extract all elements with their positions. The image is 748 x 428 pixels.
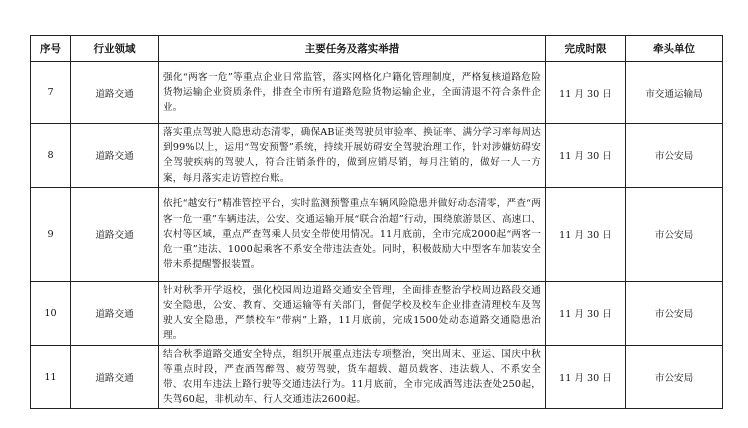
row-field: 道路交通 [71, 124, 159, 188]
row-lead: 市交通运输局 [626, 62, 723, 124]
row-lead: 市公安局 [626, 345, 723, 409]
header-tasks: 主要任务及落实举措 [159, 36, 546, 62]
header-lead: 牵头单位 [626, 36, 723, 62]
row-no: 9 [31, 187, 71, 281]
row-lead: 市公安局 [626, 124, 723, 188]
table-row [31, 187, 723, 281]
row-field: 道路交通 [71, 281, 159, 345]
row-deadline: 11 月 30 日 [546, 124, 626, 188]
row-deadline: 11 月 30 日 [546, 62, 626, 124]
row-tasks: 针对秋季开学返校，强化校园周边道路交通安全管理，全面排查整治学校周边路段交通安全隐患，公安、教育、交通运输等有关部门，督促学校及校车企业排查清理校车及驾驶人安全隐患，严禁校车“带病”上路，11月底前，完成1500处动态道路交通隐患治理。 [159, 281, 546, 345]
task-table [30, 35, 723, 409]
table-row [31, 345, 723, 409]
row-field: 道路交通 [71, 62, 159, 124]
row-lead: 市公安局 [626, 281, 723, 345]
row-deadline: 11 月 30 日 [546, 345, 626, 409]
row-no: 10 [31, 281, 71, 345]
row-field: 道路交通 [71, 345, 159, 409]
table-row [31, 124, 723, 188]
row-field: 道路交通 [71, 187, 159, 281]
header-deadline: 完成时限 [546, 36, 626, 62]
row-no: 8 [31, 124, 71, 188]
row-no: 7 [31, 62, 71, 124]
row-deadline: 11 月 30 日 [546, 281, 626, 345]
row-tasks: 落实重点驾驶人隐患动态清零，确保AB证类驾驶员审验率、换证率、满分学习率每周达到99%以上，运用“驾安预警”系统，持续开展妨碍安全驾驶治理工作，针对涉嫌妨碍安全驾驶疾病的驾驶人，符合注销条件的，做到应销尽销，每月注销的，做好一人一方案，每月落实走访管控台账。 [159, 124, 546, 188]
row-no: 11 [31, 345, 71, 409]
row-deadline: 11 月 30 日 [546, 187, 626, 281]
row-tasks: 结合秋季道路交通安全特点，组织开展重点违法专项整治，突出周末、亚运、国庆中秋等重点时段，严查酒驾醉驾、疲劳驾驶，货车超载、超员载客、违法载人、不系安全带、农用车违法上路行驶等交通违法行为。11月底前，全市完成酒驾违法查处250起，失驾60起，非机动车、行人交通违法2600起。 [159, 345, 546, 409]
row-tasks: 强化“两客一危”等重点企业日常监管，落实网格化户籍化管理制度，严格复核道路危险货物运输企业资质条件，排查全市所有道路危险货物运输企业，全面清退不符合条件企业。 [159, 62, 546, 124]
table-row [31, 62, 723, 124]
row-tasks: 依托“越安行”精准管控平台，实时监测预警重点车辆风险隐患并做好动态清零，严查“两客一危一重”车辆违法，公安、交通运输开展“联合治超”行动，围绕旅游景区、高速口、农村等区域，重点严查驾乘人员安全带使用情况。11月底前，全市完成2000起“两客一危一重”违法、1000起乘客不系安全带违法查处。同时，积极鼓励大中型客车加装安全带未系提醒警报装置。 [159, 187, 546, 281]
header-field: 行业领域 [71, 36, 159, 62]
row-lead: 市公安局 [626, 187, 723, 281]
table-row [31, 281, 723, 345]
header-row [31, 36, 723, 62]
header-no: 序号 [31, 36, 71, 62]
